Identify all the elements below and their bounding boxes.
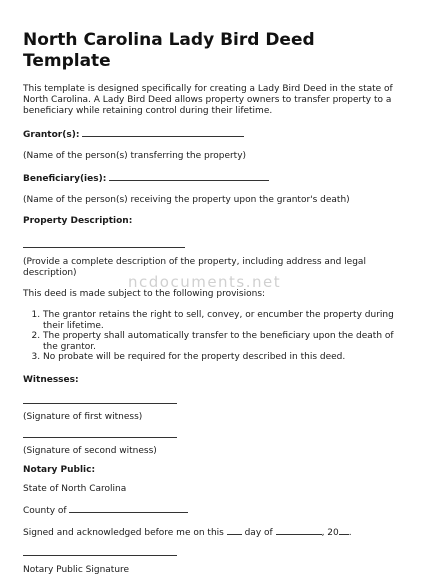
witness1-note: (Signature of first witness) [23,411,143,422]
beneficiary-note: (Name of the person(s) receiving the property upon the grantor's death) [23,195,350,205]
list-item: 3. No probate will be required for the property described in this deed. [43,352,399,363]
list-item: 2. The property shall automatically transfer to the beneficiary upon the death of the grantor. [43,331,399,352]
intro-paragraph: This template is designed specifically for creating a Lady Bird Deed in the state of North Carolina. A Lady Bird Deed allows property owners to transfer property to a beneficiary while retaining control during their lifetime. [23,84,393,116]
witness2-note: (Signature of second witness) [23,445,157,456]
provisions-intro: This deed is made subject to the following provisions: [23,289,266,299]
grantor-row [23,128,399,141]
notary-signature-field[interactable] [23,555,177,556]
day-of-text: day of [244,527,273,538]
witness1-signature-field[interactable] [23,403,177,404]
document-page [23,30,399,576]
list-item: 1. The grantor retains the right to sell, convey, or encumber the property during their lifetime. [43,310,399,331]
county-field[interactable] [69,504,188,513]
acknowledgement-row [23,526,399,539]
property-label: Property Description: [23,216,133,226]
grantor-note: (Name of the person(s) transferring the property) [23,151,247,161]
document-title: North Carolina Lady Bird Deed Template [23,30,315,71]
sentence-end: . [348,527,352,538]
grantor-label: Grantor(s): [23,130,80,140]
state-line: State of North Carolina [23,483,127,494]
beneficiary-row [23,172,399,185]
acknowledgement-text: Signed and acknowledged before me on this [23,527,224,538]
beneficiary-label: Beneficiary(ies): [23,174,107,184]
month-field[interactable] [276,526,322,535]
property-note: (Provide a complete description of the property, including address and legal description) [23,257,366,278]
year-field[interactable] [339,526,349,535]
witness2-signature-field[interactable] [23,437,177,438]
notary-label: Notary Public: [23,464,96,475]
grantor-name-field[interactable] [82,128,244,137]
county-label: County of [23,505,67,516]
beneficiary-name-field[interactable] [109,172,269,181]
watermark-text: ncdocuments.net [128,273,282,291]
notary-signature-label: Notary Public Signature [23,564,130,575]
witnesses-label: Witnesses: [23,374,79,385]
property-description-field[interactable] [23,247,185,248]
year-prefix: , 20 [321,527,339,538]
county-row [23,504,399,517]
provisions-list [23,310,399,363]
day-field[interactable] [227,526,242,535]
